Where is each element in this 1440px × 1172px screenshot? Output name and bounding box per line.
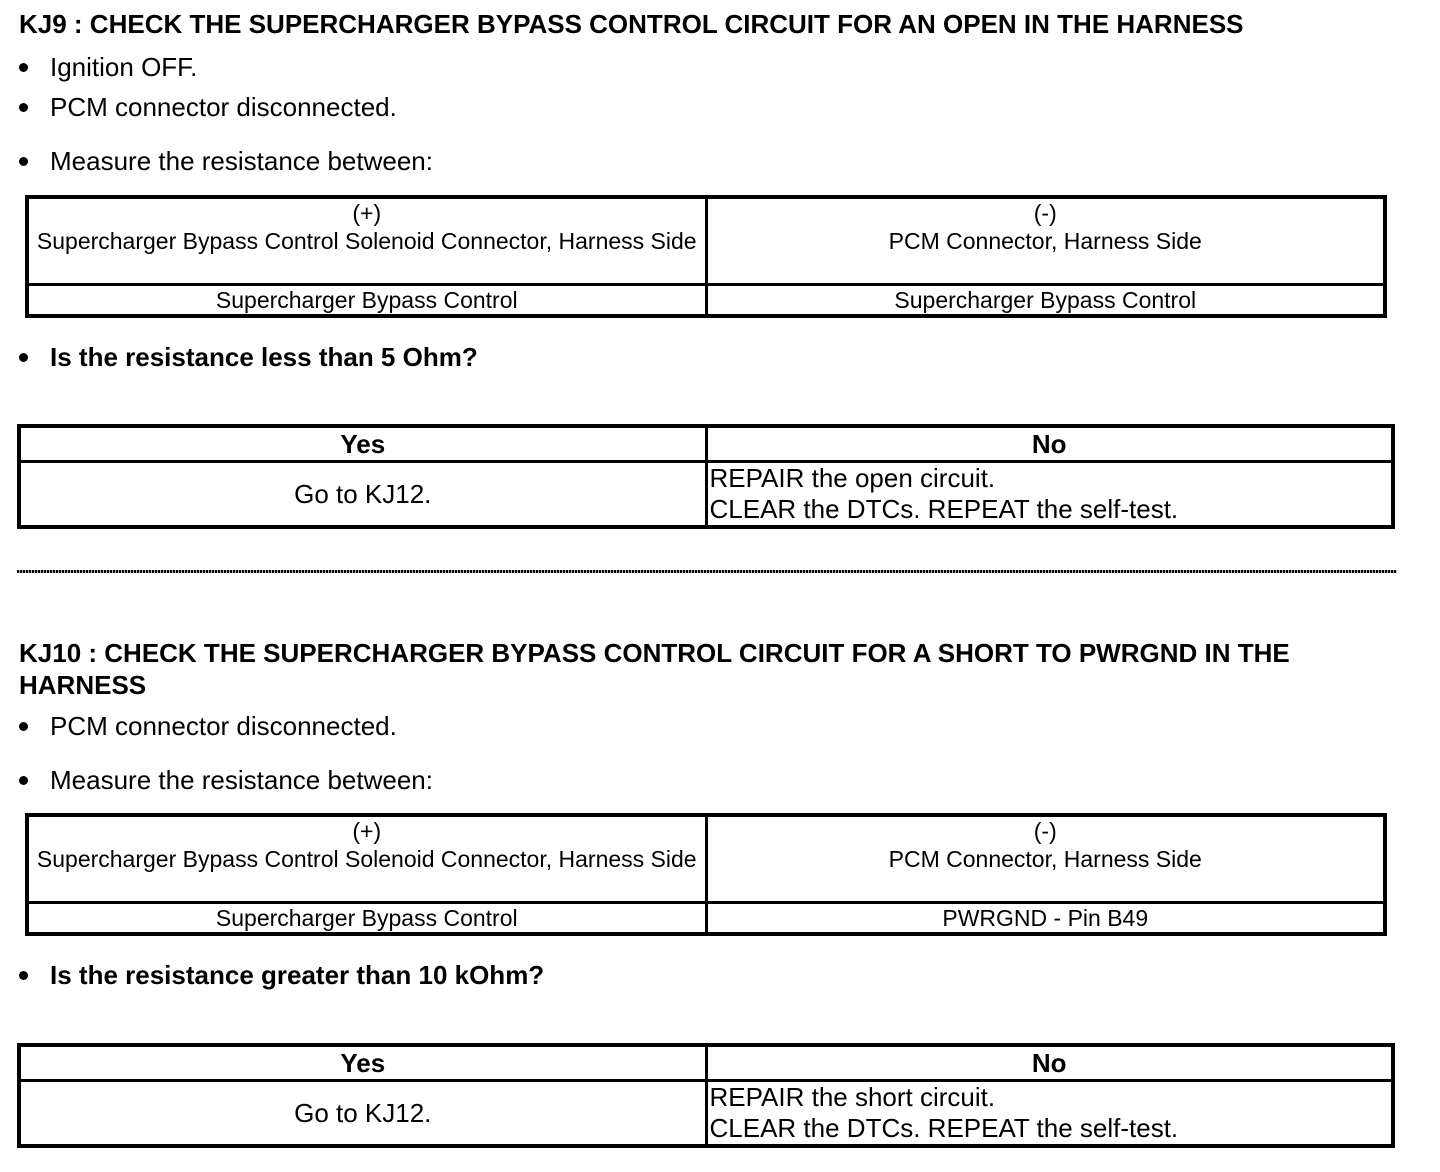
kj9-yes-no-table [17,424,1395,529]
pos-desc: Supercharger Bypass Control Solenoid Connector, Harness Side [36,228,697,254]
pos-desc: Supercharger Bypass Control Solenoid Connector, Harness Side [36,846,697,872]
yes-no-body-row [19,1081,1393,1147]
step-kj10-title: KJ10 : CHECK THE SUPERCHARGER BYPASS CONTROL CIRCUIT FOR A SHORT TO PWRGND IN THE HARNESS [19,638,1290,700]
neg-header-cell [706,197,1385,285]
kj10-question: Is the resistance greater than 10 kOhm? [19,960,544,990]
pos-sign: (+) [352,818,382,844]
yes-header: Yes [19,1045,706,1081]
bullet-measure: Measure the resistance between: [19,146,433,176]
neg-sign: (-) [1033,200,1057,226]
bullet-dot-icon [19,776,28,785]
bullet-ignition-off: Ignition OFF. [19,52,197,82]
bullet-dot-icon [19,157,28,166]
neg-header-cell [706,815,1385,903]
bullet-dot-icon [19,353,28,362]
neg-value-cell: PWRGND - Pin B49 [706,903,1385,935]
no-header: No [706,426,1393,462]
bullet-pcm-disconnected: PCM connector disconnected. [19,711,397,741]
yes-no-header-row [19,1045,1393,1081]
no-action-line-1: REPAIR the open circuit. [709,463,996,493]
no-action-line-2: CLEAR the DTCs. REPEAT the self-test. [709,494,1179,524]
bullet-measure: Measure the resistance between: [19,765,433,795]
no-action [706,462,1393,528]
no-action-line-1: REPAIR the short circuit. [709,1082,996,1112]
kj9-question: Is the resistance less than 5 Ohm? [19,342,478,372]
pos-header-cell [27,197,706,285]
kj10-yes-no-table [17,1043,1395,1148]
bullet-dot-icon [19,103,28,112]
yes-no-header-row [19,426,1393,462]
measure-header-row [27,815,1385,903]
no-action-line-2: CLEAR the DTCs. REPEAT the self-test. [709,1113,1179,1143]
measure-header-row [27,197,1385,285]
no-header: No [706,1045,1393,1081]
bullet-dot-icon [19,971,28,980]
bullet-dot-icon [19,63,28,72]
bullet-pcm-disconnected: PCM connector disconnected. [19,92,397,122]
neg-desc: PCM Connector, Harness Side [888,228,1202,254]
no-action [706,1081,1393,1147]
step-divider [17,570,1397,573]
step-kj9-title: KJ9 : CHECK THE SUPERCHARGER BYPASS CONTROL CIRCUIT FOR AN OPEN IN THE HARNESS [19,9,1244,39]
measure-value-row [27,903,1385,935]
neg-value-cell: Supercharger Bypass Control [706,285,1385,317]
yes-action-link[interactable]: Go to KJ12. [294,478,432,509]
neg-sign: (-) [1033,818,1057,844]
kj10-measure-table [25,813,1387,936]
yes-header: Yes [19,426,706,462]
kj9-measure-table [25,195,1387,318]
yes-no-body-row [19,462,1393,528]
measure-value-row [27,285,1385,317]
yes-action [19,1081,706,1147]
bullet-dot-icon [19,722,28,731]
yes-action [19,462,706,528]
yes-action-link[interactable]: Go to KJ12. [294,1097,432,1128]
pos-sign: (+) [352,200,382,226]
pos-value-cell: Supercharger Bypass Control [27,903,706,935]
pos-header-cell [27,815,706,903]
neg-desc: PCM Connector, Harness Side [888,846,1202,872]
pos-value-cell: Supercharger Bypass Control [27,285,706,317]
